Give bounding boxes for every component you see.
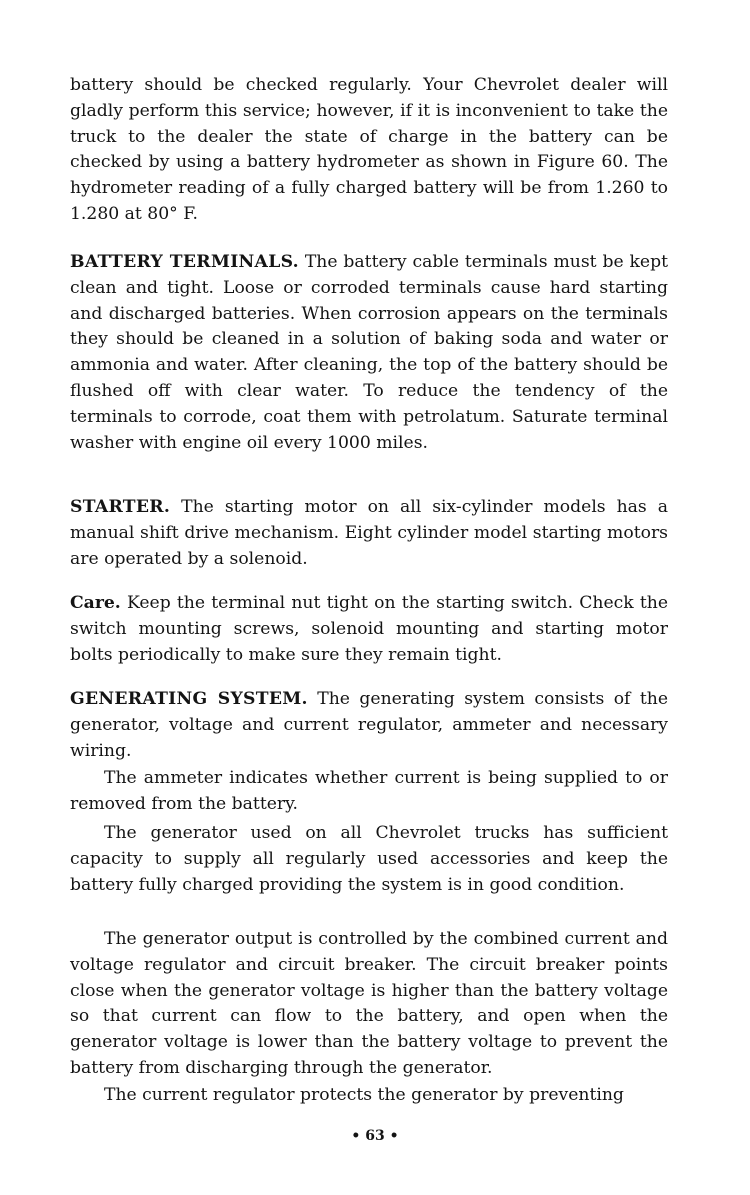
starter-text: The starting motor on all six-cylinder models has a manual shift drive mechanism. Eight cylinder model starting motors are operated by a solenoid. [70,497,668,569]
generating-system-text: The generating system consists of the generator, voltage and current regulator, ammeter and necessary wiring. [70,689,668,761]
battery-terminals-heading: BATTERY TERMINALS. [70,252,299,272]
generator-output-text: The generator output is controlled by the combined current and voltage regulator and circuit breaker. The circuit breaker points close when the generator voltage is higher than the battery voltage so that current can flow to the battery, and open when the generator voltage is lower than the battery voltage to prevent the battery from discharging through the generator. [70,929,668,1078]
ammeter-text: The ammeter indicates whether current is being supplied to or removed from the battery. [70,768,668,814]
page-number: • 63 • [351,1128,399,1144]
generator-paragraph [70,821,668,898]
current-regulator-text: The current regulator protects the generator by preventing [104,1085,624,1105]
battery-check-paragraph [70,73,668,228]
starter-heading: STARTER. [70,497,171,517]
ammeter-paragraph [70,766,668,818]
care-heading: Care. [70,593,121,613]
starter-section [70,495,668,572]
battery-check-text: battery should be checked regularly. Your Chevrolet dealer will gladly perform this service; however, if it is inconvenient to take the truck to the dealer the state of charge in the battery can be checked by using a battery hydrometer as shown in Figure 60. The hydrometer reading of a fully charged battery will be from 1.260 to 1.280 at 80° F. [70,75,668,224]
generating-system-section [70,687,668,764]
care-text: Keep the terminal nut tight on the starting switch. Check the switch mounting screws, solenoid mounting and starting motor bolts periodically to make sure they remain tight. [70,593,668,665]
battery-terminals-text: The battery cable terminals must be kept clean and tight. Loose or corroded terminals cause hard starting and discharged batteries. When corrosion appears on the terminals they should be cleaned in a solution of baking soda and water or ammonia and water. After cleaning, the top of the battery should be flushed off with clear water. To reduce the tendency of the terminals to corrode, coat them with petrolatum. Saturate terminal washer with engine oil every 1000 miles. [70,252,668,453]
generating-system-heading: GENERATING SYSTEM. [70,689,308,709]
care-section [70,591,668,668]
battery-terminals-section [70,250,668,456]
generator-output-paragraph [70,927,668,1082]
generator-text: The generator used on all Chevrolet trucks has sufficient capacity to supply all regularly used accessories and keep the battery fully charged providing the system is in good condition. [70,823,668,895]
current-regulator-paragraph [70,1083,668,1109]
